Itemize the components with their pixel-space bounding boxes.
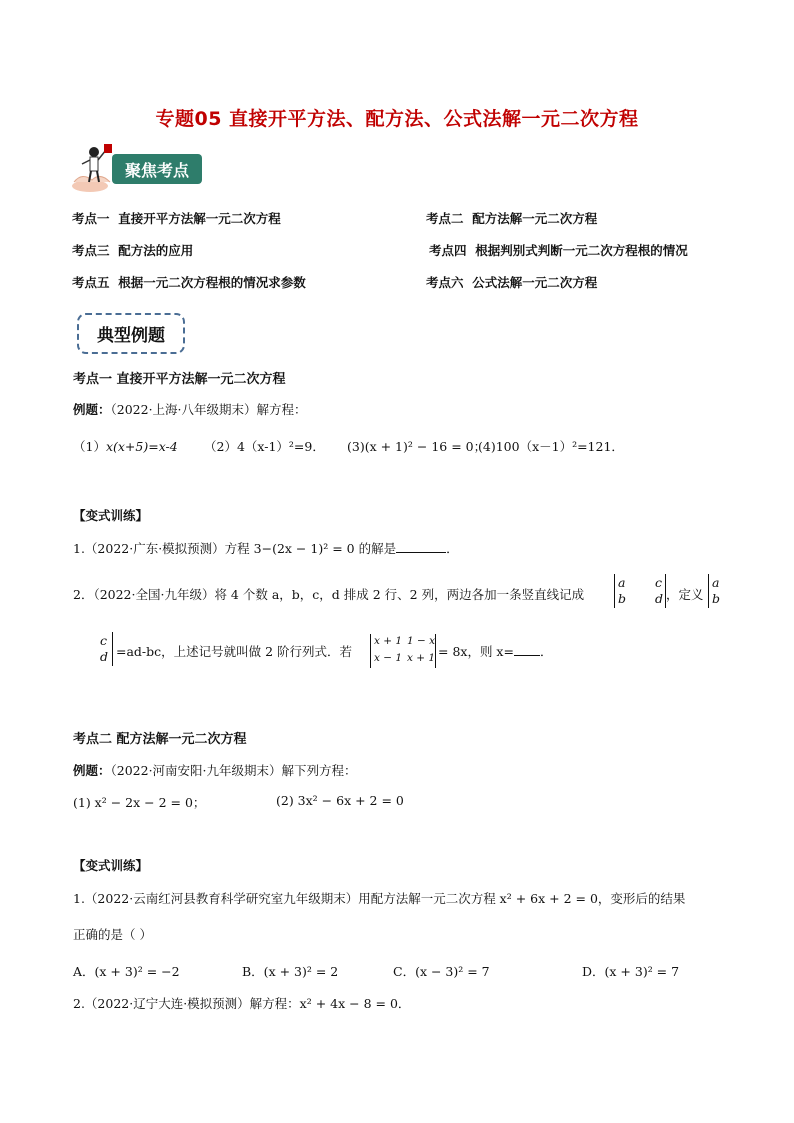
- topic-5: [72, 273, 306, 291]
- typical-examples-box: 典型例题: [77, 313, 185, 354]
- answer-blank: [396, 539, 446, 553]
- s1-eq2-num: （2）: [204, 439, 237, 454]
- s1-q1-text: 1.（2022·广东·模拟预测）方程 3−(2x − 1)² = 0 的解是: [73, 541, 397, 556]
- topic-2-label: 考点二: [426, 211, 464, 226]
- s1-eq1-text: x(x+5)=x-4: [105, 439, 178, 454]
- focus-topics-label: 聚焦考点: [112, 154, 202, 184]
- s2-variant-heading: 【变式训练】: [73, 858, 149, 873]
- section-2-heading: 考点二 配方法解一元二次方程: [73, 732, 247, 747]
- focus-topics-banner: [68, 142, 204, 194]
- topic-4: [429, 241, 688, 259]
- topic-6-label: 考点六: [426, 275, 464, 290]
- det2-11: x + 1: [374, 635, 403, 647]
- topic-1: [72, 209, 281, 227]
- example-source: （2022·上海·八年级期末）解方程：: [110, 402, 307, 417]
- s1-eq1: [73, 437, 178, 455]
- option-a: A．(x + 3)² = −2: [73, 964, 180, 979]
- topic-5-text: 根据一元二次方程根的情况求参数: [118, 275, 306, 290]
- s2-eq2: (2) 3x² − 6x + 2 = 0: [276, 793, 404, 808]
- topic-5-label: 考点五: [72, 275, 110, 290]
- option-b: B．(x + 3)² = 2: [242, 964, 339, 979]
- example-source: （2022·河南安阳·九年级期末）解下列方程：: [110, 763, 357, 778]
- topic-2-text: 配方法解一元二次方程: [472, 211, 598, 226]
- topic-3-label: 考点三: [72, 243, 110, 258]
- page-title: 专题05 直接开平方法、配方法、公式法解一元二次方程: [155, 108, 639, 130]
- topic-4-text: 根据判别式判断一元二次方程根的情况: [475, 243, 688, 258]
- def-b: b: [712, 591, 721, 606]
- det2-21: x − 1: [374, 652, 403, 664]
- s1-question-2-line-1: [73, 585, 584, 603]
- s1-eq1-num: （1）: [73, 439, 106, 454]
- section-1-heading: 考点一 直接开平方法解一元二次方程: [73, 372, 286, 387]
- def-d: d: [100, 649, 109, 664]
- s2-question-1-line-2: 正确的是（ ）: [73, 927, 152, 942]
- det2-22: x + 1: [407, 652, 436, 664]
- example-label: 例题：: [73, 402, 111, 417]
- determinant-def-left: [708, 574, 725, 608]
- s1-q2-text-a: 2．（2022·全国·九年级）将 4 个数 a，b，c，d 排成 2 行、2 列，两边各加一条竖直线记成: [73, 587, 585, 602]
- topic-4-label: 考点四: [429, 243, 467, 258]
- s1-question-1: [73, 539, 459, 557]
- s2-question-2: 2.（2022·辽宁大连·模拟预测）解方程：x² + 4x − 8 = 0．: [73, 996, 411, 1011]
- topic-6: [426, 273, 597, 291]
- topic-3: [72, 241, 193, 259]
- topic-3-text: 配方法的应用: [118, 243, 194, 258]
- s2-eq1: (1) x² − 2x − 2 = 0；: [73, 795, 206, 810]
- def-a: a: [712, 575, 720, 590]
- s1-q2-define: ，定义: [666, 587, 704, 602]
- det2-12: 1 − x: [407, 635, 436, 647]
- s1-eq3: (3)(x + 1)² − 16 = 0；: [347, 439, 487, 454]
- s1-variant-heading: 【变式训练】: [73, 508, 149, 523]
- topic-1-text: 直接开平方法解一元二次方程: [118, 211, 281, 226]
- det-d: d: [655, 591, 664, 606]
- det-c: c: [655, 575, 663, 590]
- s1-q2-end: ．: [539, 644, 553, 659]
- det-b: b: [618, 591, 627, 606]
- topic-6-text: 公式法解一元二次方程: [472, 275, 598, 290]
- def-c: c: [100, 633, 108, 648]
- topic-1-label: 考点一: [72, 211, 110, 226]
- student-figure-icon: [70, 142, 116, 194]
- section-2-example: [73, 761, 357, 779]
- s1-eq4: (4)100（x－1）²=121．: [478, 439, 624, 454]
- answer-blank: [514, 642, 540, 656]
- section-1-example: [73, 400, 307, 418]
- det-a: a: [618, 575, 626, 590]
- s1-q2-text-c-body: = 8x，则 x=: [438, 644, 514, 659]
- option-d: D．(x + 3)² = 7: [582, 964, 680, 979]
- option-c: C．(x − 3)² = 7: [393, 964, 490, 979]
- determinant-equation: [370, 634, 436, 668]
- s1-eq2-text: 4（x-1）²=9．: [236, 439, 325, 454]
- determinant-def-right: [98, 632, 113, 666]
- topic-2: [426, 209, 597, 227]
- s2-question-1-line-1: 1.（2022·云南红河县教育科学研究室九年级期末）用配方法解一元二次方程 x² + 6x + 2 = 0，变形后的结果: [73, 891, 686, 906]
- s1-q2-text-c: [438, 642, 552, 660]
- example-label: 例题：: [73, 763, 111, 778]
- determinant-notation: [614, 574, 666, 608]
- s1-eq2: [204, 437, 325, 455]
- s1-q2-text-b: =ad-bc，上述记号就叫做 2 阶行列式．若: [116, 644, 353, 659]
- s1-q1-end: ．: [446, 541, 459, 556]
